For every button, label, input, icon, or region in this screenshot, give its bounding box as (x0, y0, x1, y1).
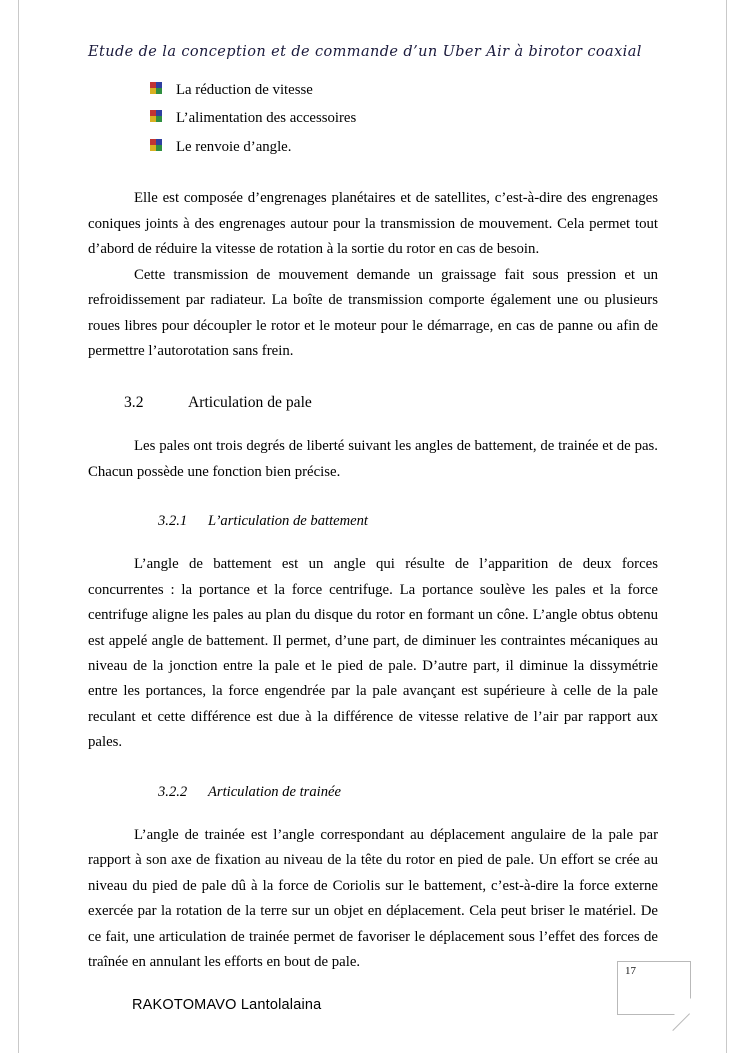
page-header-title: Etude de la conception et de commande d’un Uber Air à birotor coaxial (88, 44, 642, 60)
subsection-number: 3.2.2 (158, 783, 188, 800)
subsection-title: Articulation de trainée (208, 783, 341, 800)
section-heading-3-2 (88, 394, 658, 412)
subsection-number: 3.2.1 (158, 513, 188, 530)
page-number: 17 (625, 965, 636, 977)
page-frame-right-rule (726, 0, 727, 1053)
section-number: 3.2 (124, 394, 144, 412)
footer-author: RAKOTOMAVO Lantolalaina (132, 997, 322, 1013)
section-title: Articulation de pale (188, 394, 312, 412)
paragraph-transmission: Cette transmission de mouvement demande un graissage fait sous pression et un refroidissement par radiateur. La boîte de transmission comporte également une ou plusieurs roues libres pour découpler le rotor et le moteur pour le démarrage, en cas de panne ou afin de permettre l’autorotation sans frein. (88, 266, 658, 359)
list-item-label: La réduction de vitesse (176, 82, 313, 98)
paragraph-trainee: L’angle de trainée est l’angle correspondant au déplacement angulaire de la pale par rapport à son axe de fixation au niveau de la tête du rotor en pied de pale. Un effort se crée au niveau du pied de pale dû à la force de Coriolis sur le battement, c’est-à-dire la force externe exercée par la rotation de la terre sur un objet en déplacement. Cela peut briser le matériel. De ce fait, une articulation de trainée permet de favoriser le déplacement sous l’effet des forces de traînée en annulant les efforts en bout de pale. (88, 826, 658, 970)
bullet-list (88, 80, 658, 158)
list-item-label: Le renvoie d’angle. (176, 138, 292, 155)
page-number-box (617, 961, 691, 1015)
subsection-heading-3-2-2 (88, 784, 658, 801)
paragraph-degrees-of-freedom: Les pales ont trois degrés de liberté suivant les angles de battement, de trainée et de pas. Chacun possède une fonction bien précise. (88, 438, 658, 480)
list-item-label: L’alimentation des accessoires (176, 110, 357, 127)
list-item (150, 137, 658, 158)
list-item (150, 108, 658, 129)
subsection-title: L’articulation de battement (208, 513, 368, 530)
four-square-bullet-icon (150, 139, 163, 152)
page-fold-line (672, 1013, 690, 1031)
subsection-heading-3-2-1 (88, 513, 658, 530)
paragraph-composition: Elle est composée d’engrenages planétaires et de satellites, c’est-à-dire des engrenages coniques joints à des engrenages autour pour la transmission de mouvement. Cela permet tout d’abord de réduire la vitesse de rotation à la sortie du rotor en cas de besoin. (88, 190, 658, 258)
four-square-bullet-icon (150, 110, 163, 123)
list-item (150, 80, 658, 101)
paragraph-battement: L’angle de battement est un angle qui résulte de l’apparition de deux forces concurrentes : la portance et la force centrifuge. La portance soulève les pales et la force centrifuge aligne les pales au plan du disque du rotor en formant un cône. L’angle obtus obtenu est appelé angle de battement. Il permet, d’une part, de diminuer les contraintes mécaniques au niveau de la jonction entre la pale et le pied de pale. D’autre part, il diminue la dissymétrie entre les portances, la force engendrée par la pale avançant est supérieure à celle de la pale reculant et cette différence est due à la différence de vitesse relative de l’air par rapport aux pales. (88, 556, 658, 751)
four-square-bullet-icon (150, 82, 163, 95)
page-frame-left-rule (18, 0, 19, 1053)
page-body (88, 80, 658, 975)
